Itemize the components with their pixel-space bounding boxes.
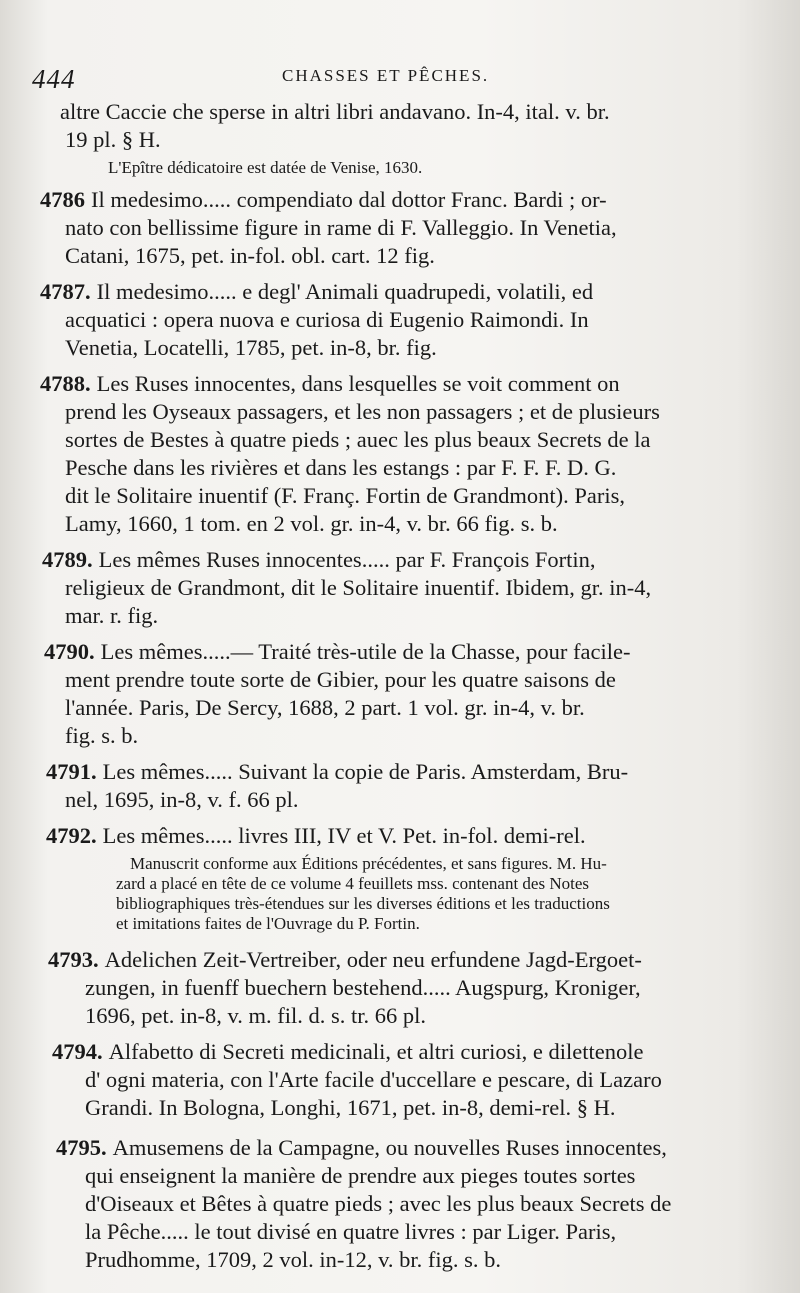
- entry-line: qui enseignent la manière de prendre aux pieges toutes sortes: [85, 1163, 636, 1188]
- entry-line: altre Caccie che sperse in altri libri andavano. In-4, ital. v. br.: [60, 99, 610, 124]
- catalog-entry-4789: [42, 546, 760, 630]
- entry-line: Prudhomme, 1709, 2 vol. in-12, v. br. fig. s. b.: [85, 1247, 502, 1272]
- catalog-entry-continuation: [60, 98, 760, 178]
- page-number: 444: [32, 64, 76, 94]
- entry-line: [52, 1038, 760, 1066]
- entry-line: [42, 546, 760, 574]
- entry-number: 4795.: [56, 1135, 107, 1160]
- entry-line: Catani, 1675, pet. in-fol. obl. cart. 12 fig.: [65, 243, 435, 268]
- entry-line: 1696, pet. in-8, v. m. fil. d. s. tr. 66 pl.: [85, 1003, 427, 1028]
- entry-line: l'année. Paris, De Sercy, 1688, 2 part. 1 vol. gr. in-4, v. br.: [65, 695, 585, 720]
- entry-line: mar. r. fig.: [65, 603, 159, 628]
- entry-line: [40, 370, 760, 398]
- entry-text: Les mêmes..... Suivant la copie de Paris. Amsterdam, Bru-: [102, 759, 629, 784]
- entry-line: ment prendre toute sorte de Gibier, pour les quatre saisons de: [65, 667, 616, 692]
- entry-text: Les mêmes.....— Traité très-utile de la Chasse, pour facile-: [100, 639, 631, 664]
- catalog-entry-4787: [40, 278, 760, 362]
- entry-line: religieux de Grandmont, dit le Solitaire inuentif. Ibidem, gr. in-4,: [65, 575, 652, 600]
- entry-text: Les mêmes..... livres III, IV et V. Pet. in-fol. demi-rel.: [102, 823, 586, 848]
- entry-number: 4790.: [44, 639, 95, 664]
- page-header: [32, 58, 760, 98]
- catalog-entry-4790: [44, 638, 760, 750]
- entry-line: zungen, in fuenff buechern bestehend..... Augspurg, Kroniger,: [85, 975, 641, 1000]
- entry-text: Les mêmes Ruses innocentes..... par F. François Fortin,: [98, 547, 596, 572]
- entry-note: bibliographiques très-étendues sur les diverses éditions et les traductions: [116, 894, 610, 913]
- entry-line: acquatici : opera nuova e curiosa di Eugenio Raimondi. In: [65, 307, 589, 332]
- entry-text: Adelichen Zeit-Vertreiber, oder neu erfundene Jagd-Ergoet-: [104, 947, 642, 972]
- entry-text: Il medesimo..... compendiato dal dottor Franc. Bardi ; or-: [91, 187, 607, 212]
- entry-number: 4789.: [42, 547, 93, 572]
- entry-line: prend les Oyseaux passagers, et les non passagers ; et de plusieurs: [65, 399, 660, 424]
- entry-number: 4787.: [40, 279, 91, 304]
- entry-line: Pesche dans les rivières et dans les estangs : par F. F. F. D. G.: [65, 455, 617, 480]
- catalog-entry-4786: [40, 186, 760, 270]
- entry-line: d'Oiseaux et Bêtes à quatre pieds ; avec les plus beaux Secrets de: [85, 1191, 672, 1216]
- catalog-entry-4791: [46, 758, 760, 814]
- catalog-entry-4795: [56, 1134, 760, 1274]
- catalog-entry-4788: [40, 370, 760, 538]
- catalog-entry-4792: [46, 822, 760, 934]
- entry-line: la Pêche..... le tout divisé en quatre livres : par Liger. Paris,: [85, 1219, 617, 1244]
- catalog-entry-4793: [48, 946, 760, 1030]
- entry-line: dit le Solitaire inuentif (F. Franç. Fortin de Grandmont). Paris,: [65, 483, 625, 508]
- entry-line: 19 pl. § H.: [65, 127, 161, 152]
- entry-number: 4792.: [46, 823, 97, 848]
- entry-text: Alfabetto di Secreti medicinali, et altri curiosi, e dilettenole: [108, 1039, 644, 1064]
- running-title: CHASSES ET PÊCHES.: [282, 66, 490, 85]
- entry-number: 4793.: [48, 947, 99, 972]
- entry-text: Les Ruses innocentes, dans lesquelles se voit comment on: [96, 371, 620, 396]
- entry-line: Venetia, Locatelli, 1785, pet. in-8, br. fig.: [65, 335, 437, 360]
- entry-line: nato con bellissime figure in rame di F. Valleggio. In Venetia,: [65, 215, 617, 240]
- entry-note: L'Epître dédicatoire est datée de Venise, 1630.: [108, 158, 423, 177]
- entry-line: nel, 1695, in-8, v. f. 66 pl.: [65, 787, 299, 812]
- entry-number: 4791.: [46, 759, 97, 784]
- entry-line: [40, 278, 760, 306]
- entry-line: [40, 186, 760, 214]
- entry-line: Grandi. In Bologna, Longhi, 1671, pet. in-8, demi-rel. § H.: [85, 1095, 616, 1120]
- catalog-entry-4794: [52, 1038, 760, 1122]
- entry-line: Lamy, 1660, 1 tom. en 2 vol. gr. in-4, v. br. 66 fig. s. b.: [65, 511, 558, 536]
- entry-text: Amusemens de la Campagne, ou nouvelles Ruses innocentes,: [112, 1135, 667, 1160]
- entry-number: 4786: [40, 187, 85, 212]
- entry-line: [46, 822, 760, 850]
- entry-number: 4788.: [40, 371, 91, 396]
- entry-note: Manuscrit conforme aux Éditions précédentes, et sans figures. M. Hu-: [130, 854, 607, 873]
- entry-line: [46, 758, 760, 786]
- entry-line: [48, 946, 760, 974]
- entry-line: [44, 638, 760, 666]
- entry-line: [56, 1134, 760, 1162]
- entry-number: 4794.: [52, 1039, 103, 1064]
- entry-line: sortes de Bestes à quatre pieds ; auec les plus beaux Secrets de la: [65, 427, 651, 452]
- entry-text: Il medesimo..... e degl' Animali quadrupedi, volatili, ed: [96, 279, 594, 304]
- entry-note: et imitations faites de l'Ouvrage du P. Fortin.: [116, 914, 420, 933]
- entry-note: zard a placé en tête de ce volume 4 feuillets mss. contenant des Notes: [116, 874, 589, 893]
- entry-line: fig. s. b.: [65, 723, 139, 748]
- entry-line: d' ogni materia, con l'Arte facile d'uccellare e pescare, di Lazaro: [85, 1067, 662, 1092]
